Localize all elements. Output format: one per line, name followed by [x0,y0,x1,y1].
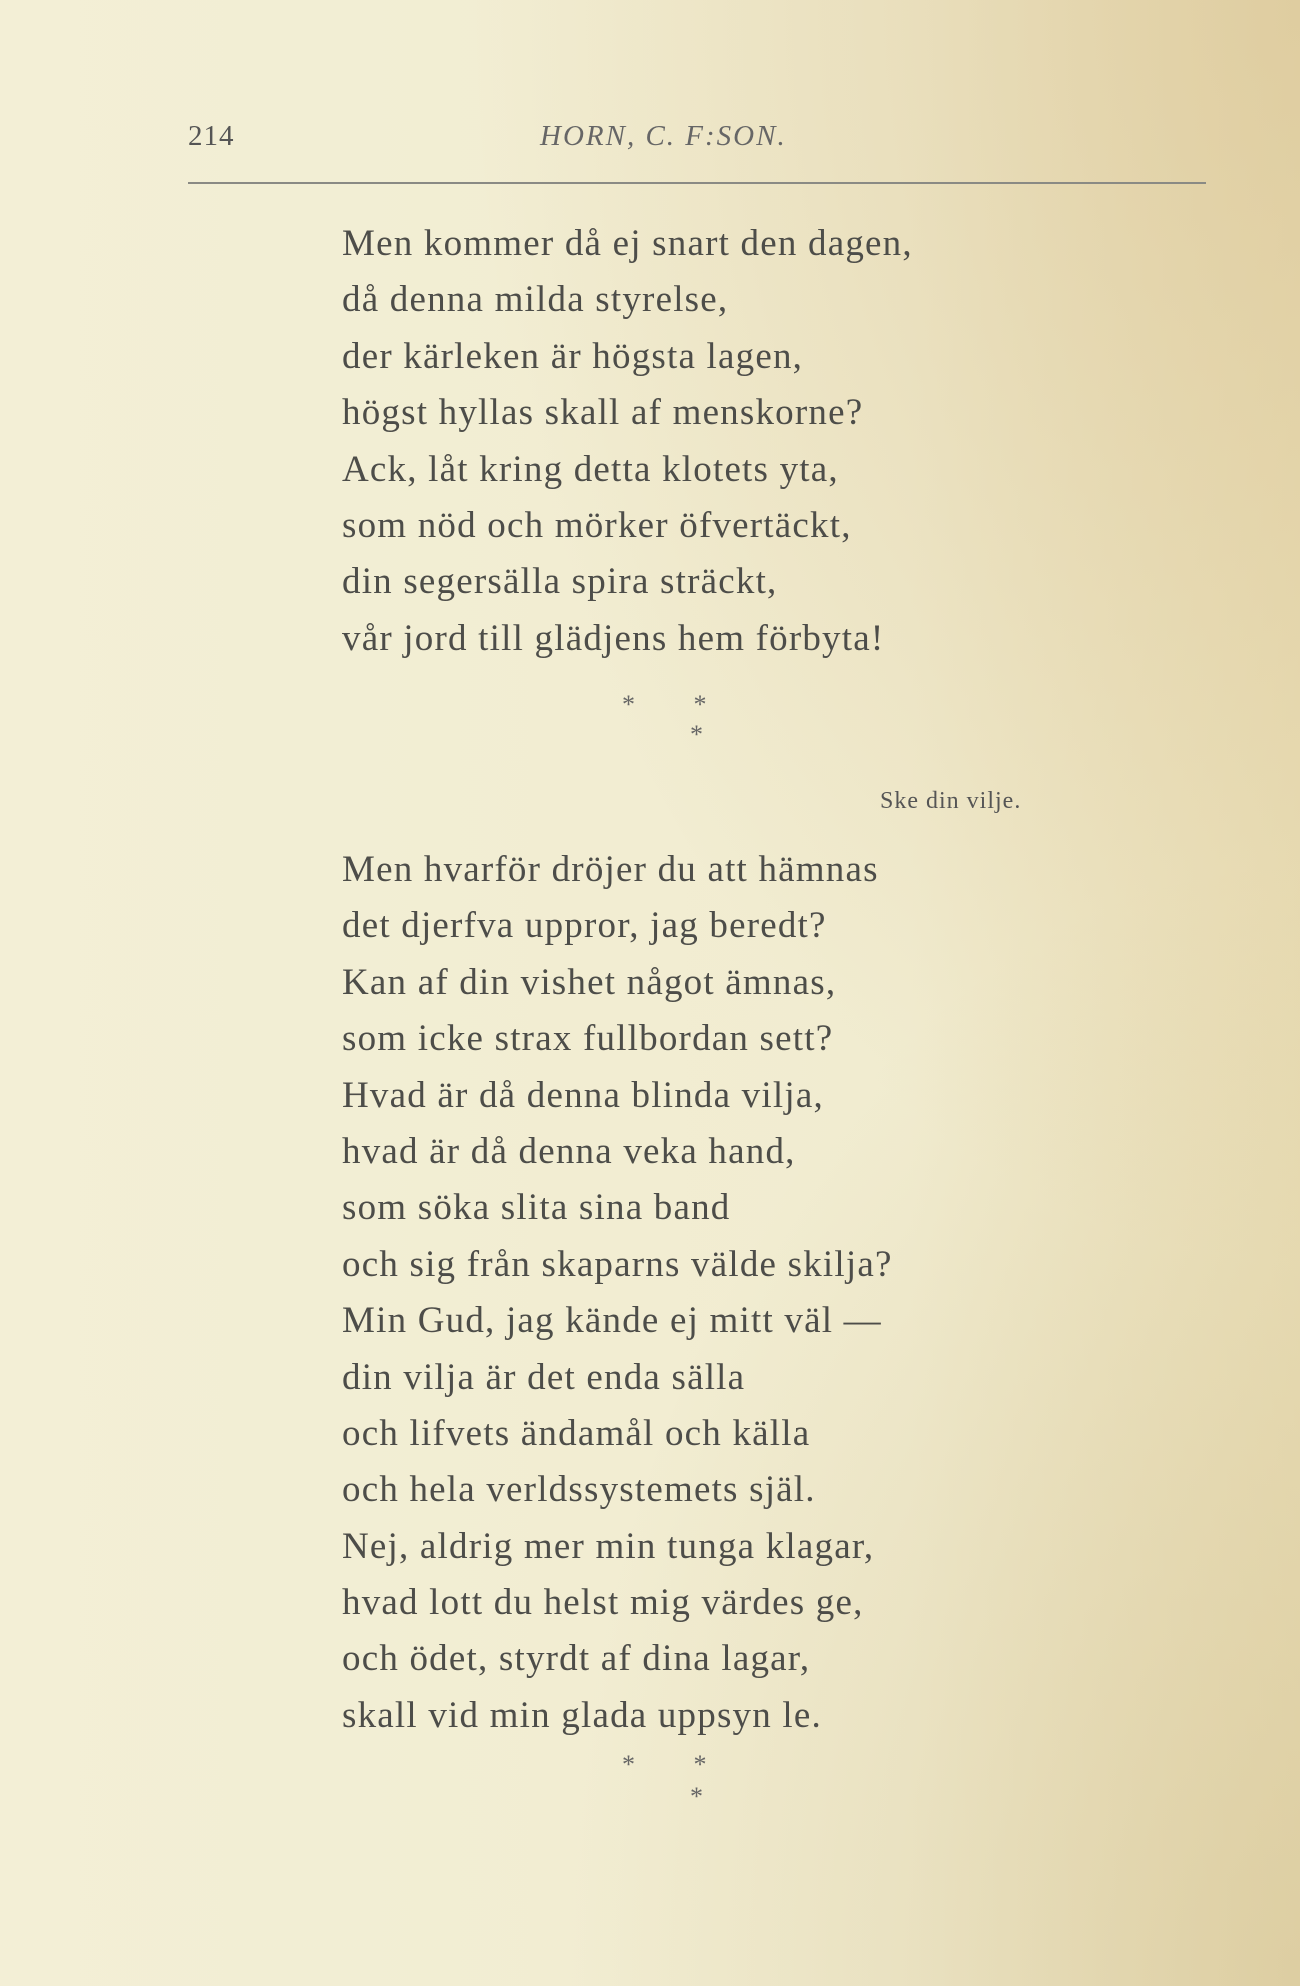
verse-line: och ödet, styrdt af dina lagar, [342,1638,811,1680]
stanza-1 [342,216,913,667]
verse-line: det djerfva uppror, jag beredt? [342,905,827,947]
asterism-bottom: * [690,1782,703,1811]
verse-line: som icke strax fullbordan sett? [342,1018,834,1060]
running-head: HORN, C. F:SON. [540,120,787,152]
asterism-top-pair: * * [622,690,707,719]
verse-line: skall vid min glada uppsyn le. [342,1694,822,1736]
verse-line: din segersälla spira sträckt, [342,561,778,603]
page-number: 214 [188,120,235,152]
verse-line: der kärleken är högsta lagen, [342,335,804,377]
verse-line: hvad lott du helst mig värdes ge, [342,1582,864,1624]
verse-line: vår jord till glädjens hem förbyta! [342,617,885,659]
verse-line: hvad är då denna veka hand, [342,1130,796,1172]
verse-line: din vilja är det enda sälla [342,1356,746,1398]
verse-line: Min Gud, jag kände ej mitt väl — [342,1300,882,1342]
verse-line: Men kommer då ej snart den dagen, [342,223,913,264]
header-rule [188,182,1206,184]
section-title: Ske din vilje. [880,788,1022,814]
verse-line: högst hyllas skall af menskorne? [342,392,864,434]
verse-line: och sig från skaparns välde skilja? [342,1243,893,1285]
verse-line: Hvad är då denna blinda vilja, [342,1074,824,1116]
asterism-bottom: * [690,720,703,749]
stanza-2 [342,842,893,1744]
verse-line: som nöd och mörker öfvertäckt, [342,504,852,546]
asterism-top-pair: * * [622,1750,707,1779]
verse-line: då denna milda styrelse, [342,279,729,321]
verse-line: Nej, aldrig mer min tunga klagar, [342,1525,875,1567]
verse-line: Men hvarför dröjer du att hämnas [342,849,879,890]
verse-line: och hela verldssystemets själ. [342,1469,816,1511]
verse-line: som söka slita sina band [342,1187,731,1229]
verse-line: Kan af din vishet något ämnas, [342,961,837,1003]
verse-line: och lifvets ändamål och källa [342,1412,811,1454]
verse-line: Ack, låt kring detta klotets yta, [342,448,839,490]
